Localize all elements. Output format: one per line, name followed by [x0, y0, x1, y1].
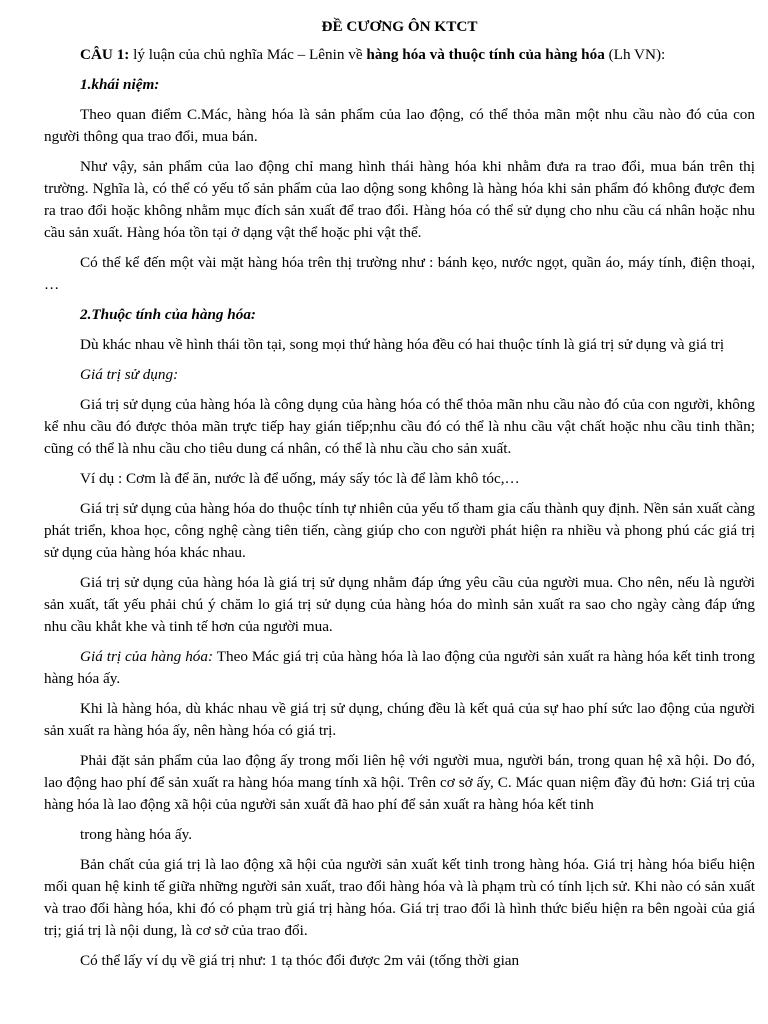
value-paragraph-1-text: Theo Mác giá trị của hàng hóa là lao động của người sản xuất ra hàng hóa kết tinh trong hàng hóa ấy.	[44, 648, 755, 687]
question-text-after: (Lh VN):	[604, 46, 666, 63]
value-paragraph-5: Có thể lấy ví dụ về giá trị như: 1 tạ thóc đổi được 2m vải (tống thời gian	[80, 952, 520, 969]
use-value-heading: Giá trị sử dụng:	[80, 366, 179, 383]
use-value-paragraph-1: Giá trị sử dụng của hàng hóa là công dụng của hàng hóa có thể thỏa mãn nhu cầu nào đó của con người, không kể nhu cầu đó được thỏa mãn trực tiếp hay gián tiếp;nhu cầu đó có thể là nhu cầu vật chất hoặc nhu cầu tinh thần; cũng có thể là nhu cầu cho tiêu dung cá nhân, có thể là nhu cầu cho sản xuất.	[44, 396, 755, 457]
value-paragraph-1	[44, 646, 755, 690]
use-value-example: Ví dụ : Cơm là để ăn, nước là để uống, máy sấy tóc là để làm khô tóc,…	[80, 470, 520, 487]
value-paragraph-2: Khi là hàng hóa, dù khác nhau về giá trị sử dụng, chúng đều là kết quả của sự hao phí sức lao động của người sản xuất ra hàng hóa ấy, nên hàng hóa có giá trị.	[44, 700, 755, 739]
value-paragraph-4: Bản chất của giá trị là lao động xã hội của người sản xuất kết tinh trong hàng hóa. Giá trị hàng hóa biểu hiện mối quan hệ kinh tế giữa những người sản xuất, trao đổi hàng hóa và là phạm trù có tính lịch sử. Khi nào có sản xuất và trao đổi hàng hóa, khi đó có phạm trù giá trị hàng hóa. Giá trị trao đổi là hình thức biểu hiện ra bên ngoài của giá trị; giá trị là nội dung, là cơ sở của trao đổi.	[44, 856, 755, 939]
section-1-paragraph-2: Như vậy, sản phẩm của lao động chỉ mang hình thái hàng hóa khi nhằm đưa ra trao đổi, mua bán trên thị trường. Nghĩa là, có thể có yếu tố sản phẩm của lao dộng song không là hàng hóa khi sản phẩm đó không được đem ra trao đổi hoặc không nhằm mục đích sản xuất để trao đổi. Hàng hóa có thể sử dụng cho nhu cầu cá nhân hoặc nhu cầu sản xuất. Hàng hóa tồn tại ở dạng vật thể hoặc phi vật thể.	[44, 158, 755, 241]
question-text-before: lý luận của chủ nghĩa Mác – Lênin về	[129, 46, 367, 63]
question-topic: hàng hóa và thuộc tính của hàng hóa	[366, 46, 605, 63]
section-1-heading: 1.khái niệm:	[80, 76, 160, 93]
section-1-paragraph-1: Theo quan điểm C.Mác, hàng hóa là sản phẩm của lao động, có thể thỏa mãn một nhu cầu nào đó của con người thông qua trao đổi, mua bán.	[44, 106, 755, 145]
section-2-heading: 2.Thuộc tính của hàng hóa:	[80, 306, 256, 323]
question-1	[44, 44, 755, 66]
section-2-intro: Dù khác nhau về hình thái tồn tại, song mọi thứ hàng hóa đều có hai thuộc tính là giá trị sử dụng và giá trị	[80, 336, 725, 353]
use-value-paragraph-2: Giá trị sử dụng của hàng hóa do thuộc tính tự nhiên của yếu tố tham gia cấu thành quy định. Nền sản xuất càng phát triển, khoa học, công nghệ càng tiên tiến, càng giúp cho con người phát hiện ra nhiều và phong phú các giá trị sử dụng của hàng hóa khác nhau.	[44, 500, 755, 561]
value-paragraph-3: Phải đặt sản phẩm của lao động ấy trong mối liên hệ với người mua, người bán, trong quan hệ xã hội. Do đó, lao động hao phí để sản xuất ra hàng hóa mang tính xã hội. Trên cơ sở ấy, C. Mác quan niệm đầy đủ hơn: Giá trị của hàng hóa là lao động xã hội của người sản xuất đã hao phí để sản xuất ra hàng hóa kết tinh	[44, 752, 755, 813]
value-paragraph-3-continued: trong hàng hóa ấy.	[80, 826, 193, 843]
value-label: Giá trị của hàng hóa:	[80, 648, 214, 665]
use-value-paragraph-3: Giá trị sử dụng của hàng hóa là giá trị sử dụng nhằm đáp ứng yêu cầu của người mua. Cho nên, nếu là người sản xuất, tất yếu phải chú ý chăm lo giá trị sử dụng của hàng hóa do mình sản xuất ra sao cho ngày càng đáp ứng nhu cầu khắt khe và tinh tế hơn của người mua.	[44, 574, 755, 635]
document-title: ĐỀ CƯƠNG ÔN KTCT	[321, 18, 478, 35]
section-1-paragraph-3: Có thể kể đến một vài mặt hàng hóa trên thị trường như : bánh kẹo, nước ngọt, quần áo, máy tính, điện thoại, …	[44, 254, 755, 293]
question-label: CÂU 1:	[80, 46, 130, 63]
